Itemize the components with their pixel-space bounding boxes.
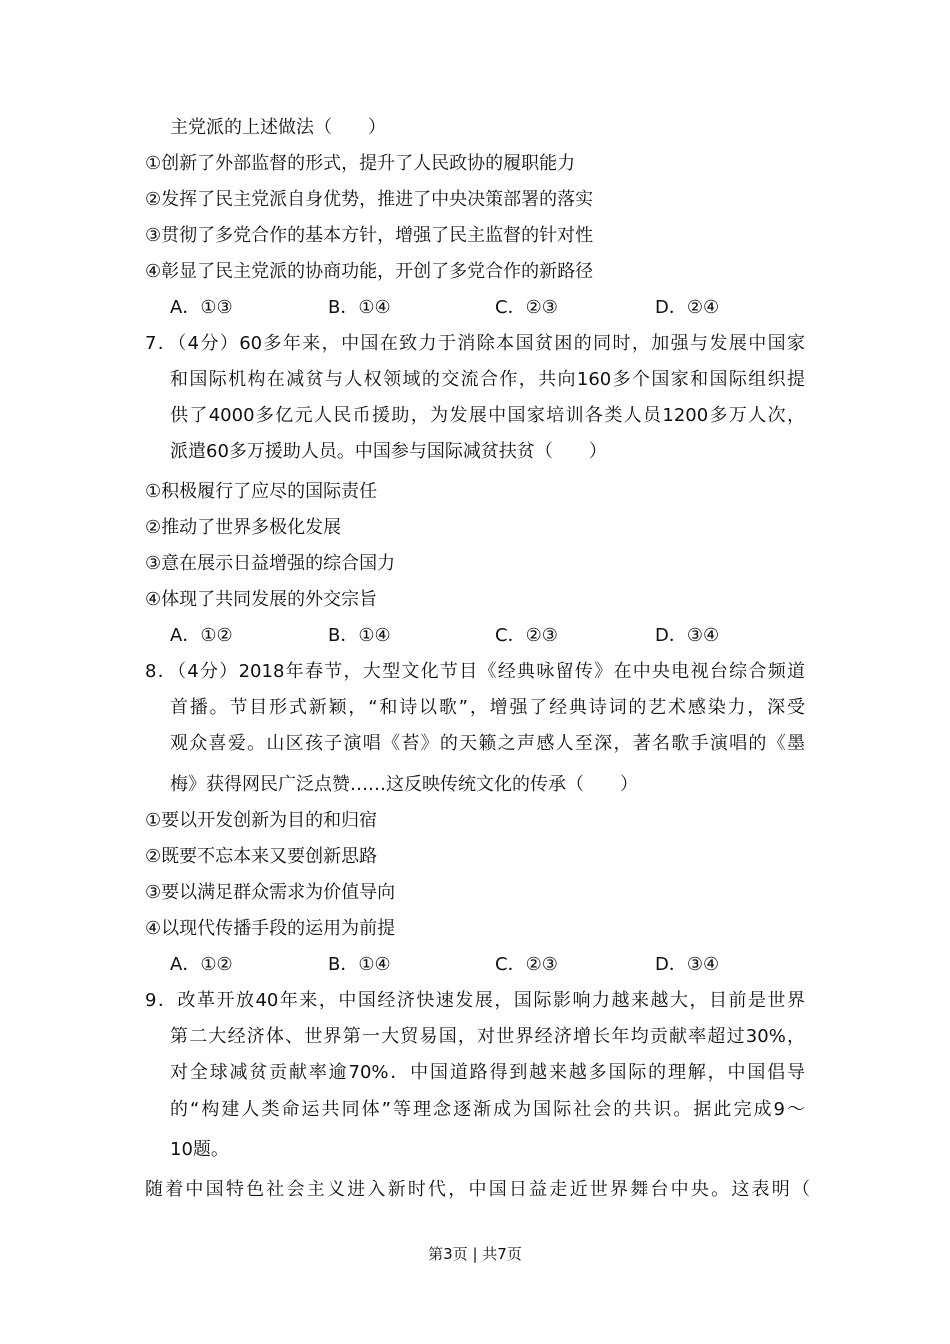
question-stem: 的“构建人类命运共同体”等理念逐渐成为国际社会的共识。据此完成9～ bbox=[170, 1099, 805, 1120]
option-c: C．②③ bbox=[495, 954, 558, 975]
statement: ③意在展示日益增强的综合国力 bbox=[145, 553, 396, 574]
question-text: 随着中国特色社会主义进入新时代，中国日益走近世界舞台中央。这表明（ bbox=[145, 1179, 810, 1200]
question-stem: 7．（4分）60多年来，中国在致力于消除本国贫困的同时，加强与发展中国家 bbox=[145, 333, 805, 354]
option-c: C．②③ bbox=[495, 297, 558, 318]
statement: ④以现代传播手段的运用为前提 bbox=[145, 918, 396, 939]
question-stem: 观众喜爱。山区孩子演唱《苔》的天籁之声感人至深，著名歌手演唱的《墨 bbox=[170, 733, 805, 754]
statement: ③要以满足群众需求为价值导向 bbox=[145, 882, 396, 903]
option-d: D．②④ bbox=[655, 297, 720, 318]
option-a: A．①② bbox=[170, 954, 233, 975]
statement: ②发挥了民主党派自身优势，推进了中央决策部署的落实 bbox=[145, 189, 594, 210]
statement: ②推动了世界多极化发展 bbox=[145, 517, 342, 538]
option-a: A．①② bbox=[170, 625, 233, 646]
question-stem: 9．改革开放40年来，中国经济快速发展，国际影响力越来越大，目前是世界 bbox=[145, 990, 805, 1011]
option-b: B．①④ bbox=[328, 954, 391, 975]
option-d: D．③④ bbox=[655, 954, 720, 975]
question-stem: 梅》获得网民广泛点赞……这反映传统文化的传承（ ） bbox=[170, 774, 638, 795]
statement: ①积极履行了应尽的国际责任 bbox=[145, 481, 378, 502]
page-footer: 第3页 | 共7页 bbox=[428, 1245, 522, 1263]
question-stem: 对全球减贫贡献率逾70%．中国道路得到越来越多国际的理解，中国倡导 bbox=[170, 1062, 805, 1083]
statement: ①创新了外部监督的形式，提升了人民政协的履职能力 bbox=[145, 153, 576, 174]
statement: ④彰显了民主党派的协商功能，开创了多党合作的新路径 bbox=[145, 261, 594, 282]
option-d: D．③④ bbox=[655, 625, 720, 646]
statement: ③贯彻了多党合作的基本方针，增强了民主监督的针对性 bbox=[145, 225, 594, 246]
question-stem: 主党派的上述做法（ ） bbox=[170, 117, 386, 138]
question-stem: 和国际机构在减贫与人权领域的交流合作，共向160多个国家和国际组织提 bbox=[170, 369, 805, 390]
option-c: C．②③ bbox=[495, 625, 558, 646]
option-b: B．①④ bbox=[328, 297, 391, 318]
question-stem: 供了4000多亿元人民币援助，为发展中国家培训各类人员1200多万人次， bbox=[170, 405, 805, 426]
question-stem: 派遣60多万援助人员。中国参与国际减贫扶贫（ ） bbox=[170, 441, 607, 462]
question-stem: 第二大经济体、世界第一大贸易国，对世界经济增长年均贡献率超过30%， bbox=[170, 1026, 805, 1047]
question-stem: 8．（4分）2018年春节，大型文化节目《经典咏留传》在中央电视台综合频道 bbox=[145, 661, 805, 682]
question-stem: 10题。 bbox=[170, 1139, 229, 1160]
question-stem: 首播。节目形式新颖，“和诗以歌”，增强了经典诗词的艺术感染力，深受 bbox=[170, 697, 805, 718]
option-b: B．①④ bbox=[328, 625, 391, 646]
option-a: A．①③ bbox=[170, 297, 233, 318]
statement: ①要以开发创新为目的和归宿 bbox=[145, 810, 378, 831]
statement: ②既要不忘本来又要创新思路 bbox=[145, 846, 378, 867]
statement: ④体现了共同发展的外交宗旨 bbox=[145, 589, 378, 610]
